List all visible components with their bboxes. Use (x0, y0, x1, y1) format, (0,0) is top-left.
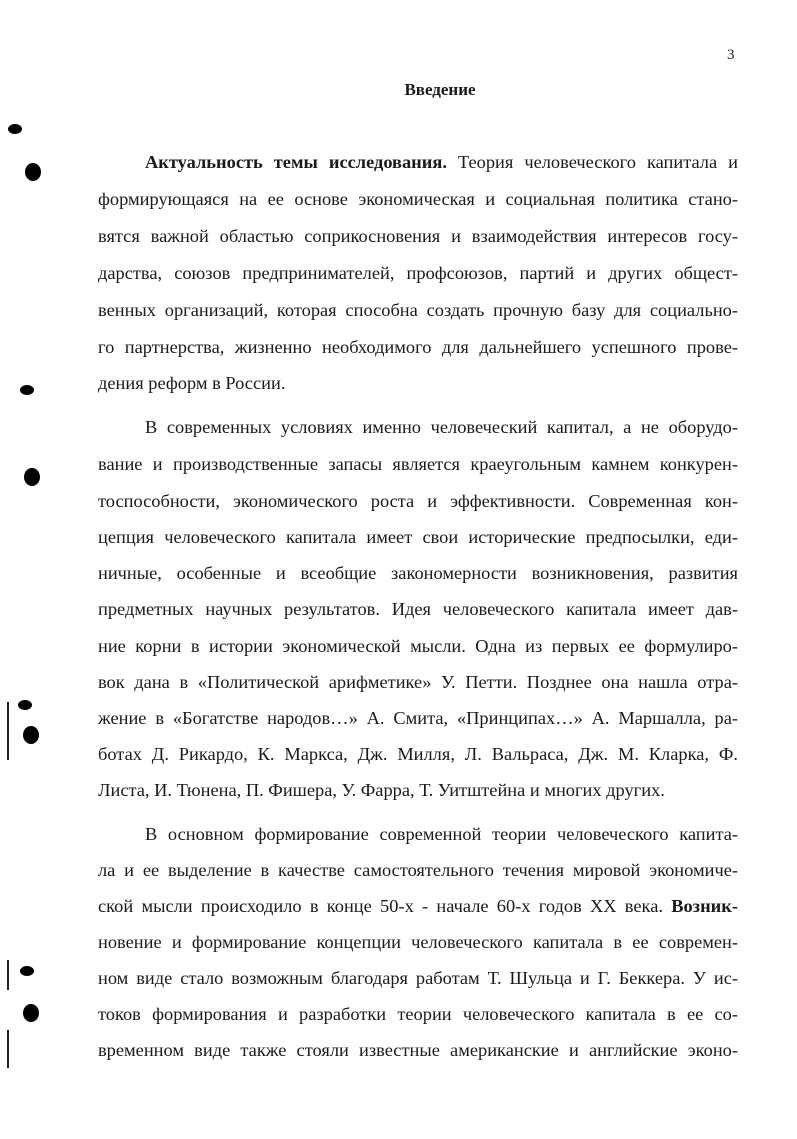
paragraph-line: В современных условиях именно человеческий капитал, а не оборудо- (145, 417, 738, 437)
paragraph-line: В основном формирование современной теории человеческого капита- (145, 824, 738, 844)
paragraph-line: го партнерства, жизненно необходимого для дальнейшего успешного прове- (98, 337, 738, 357)
paragraph-line: тоспособности, экономического роста и эффективности. Современная кон- (98, 491, 738, 511)
paragraph-line: ботах Д. Рикардо, К. Маркса, Дж. Милля, Л. Вальраса, Дж. М. Кларка, Ф. (98, 744, 738, 764)
paragraph-line: вание и производственные запасы является краеугольным камнем конкурен- (98, 454, 738, 474)
paragraph-line: цепция человеческого капитала имеет свои исторические предпосылки, еди- (98, 527, 738, 547)
paragraph-line: Актуальность темы исследования. Теория человеческого капитала и (145, 152, 738, 172)
binder-hole-mark (20, 385, 34, 395)
binder-hole-mark (24, 468, 40, 486)
paragraph-line: токов формирования и разработки теории человеческого капитала в ее со- (98, 1004, 738, 1024)
margin-tick (7, 702, 9, 760)
margin-tick (7, 960, 9, 990)
paragraph-line: ничные, особенные и всеобщие закономерности возникновения, развития (98, 563, 738, 583)
paragraph-line: предметных научных результатов. Идея человеческого капитала имеет дав- (98, 599, 738, 619)
paragraph-line: временном виде также стояли известные американские и английские эконо- (98, 1040, 738, 1060)
paragraph-line: ном виде стало возможным благодаря работам Т. Шульца и Г. Беккера. У ис- (98, 968, 738, 988)
paragraph-line: ской мысли происходило в конце 50-х - начале 60-х годов XX века. Возник- (98, 896, 738, 916)
binder-hole-mark (23, 726, 39, 744)
paragraph-line: дарства, союзов предпринимателей, профсоюзов, партий и других общест- (98, 263, 738, 283)
binder-hole-mark (8, 124, 22, 134)
paragraph-line: вок дана в «Политической арифметике» У. Петти. Позднее она нашла отра- (98, 672, 738, 692)
bold-tail: Возник- (662, 896, 738, 916)
margin-tick (7, 1030, 9, 1068)
page-title: Введение (404, 80, 476, 99)
page-number: 3 (727, 47, 735, 63)
paragraph-line: дения реформ в России. (98, 373, 286, 393)
paragraph-line: ла и ее выделение в качестве самостоятельного течения мировой экономиче- (98, 860, 738, 880)
paragraph-line: жение в «Богатстве народов…» А. Смита, «Принципах…» А. Маршалла, ра- (98, 708, 738, 728)
lead-phrase: Актуальность темы исследования. (145, 152, 447, 172)
paragraph-line: формирующаяся на ее основе экономическая и социальная политика стано- (98, 189, 738, 209)
paragraph-line: вятся важной областью соприкосновения и взаимодействия интересов госу- (98, 226, 738, 246)
paragraph-line: Листа, И. Тюнена, П. Фишера, У. Фарра, Т. Уитштейна и многих других. (98, 780, 665, 800)
paragraph-line: венных организаций, которая способна создать прочную базу для социально- (98, 300, 738, 320)
paragraph-line: ние корни в истории экономической мысли. Одна из первых ее формулиро- (98, 636, 738, 656)
binder-hole-mark (25, 163, 41, 181)
binder-hole-mark (20, 966, 34, 976)
binder-hole-mark (18, 700, 32, 710)
paragraph-line: новение и формирование концепции человеческого капитала в ее современ- (98, 932, 738, 952)
binder-hole-mark (23, 1004, 39, 1022)
